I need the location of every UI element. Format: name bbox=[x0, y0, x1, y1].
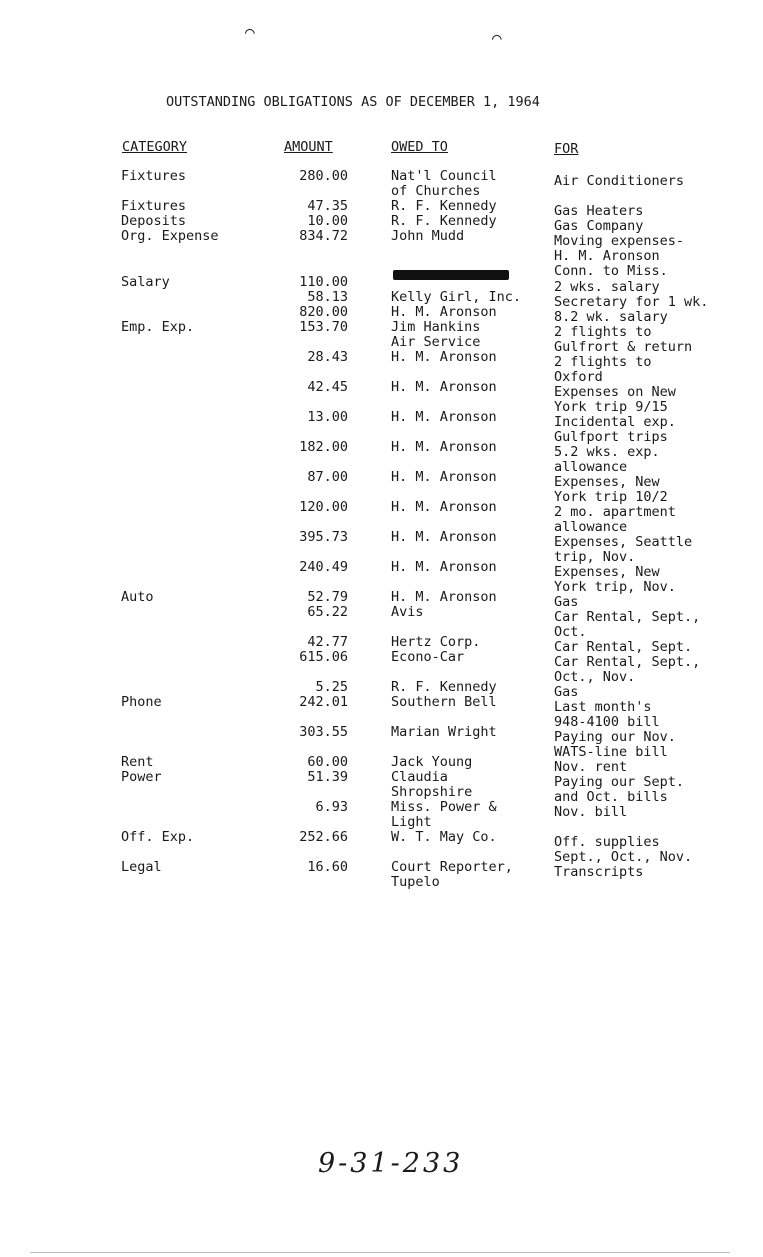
document-title: OUTSTANDING OBLIGATIONS AS OF DECEMBER 1, 1964 bbox=[166, 94, 540, 110]
for-cell: Oxford bbox=[554, 369, 603, 385]
for-cell: 2 wks. salary bbox=[554, 279, 660, 295]
category-cell: Legal bbox=[121, 859, 162, 875]
for-cell: 5.2 wks. exp. bbox=[554, 444, 660, 460]
for-cell: Nov. bill bbox=[554, 804, 628, 820]
owed-to-cell: Nat'l Council bbox=[391, 168, 497, 184]
for-cell: and Oct. bills bbox=[554, 789, 668, 805]
for-cell: Sept., Oct., Nov. bbox=[554, 849, 693, 865]
for-cell: Conn. to Miss. bbox=[554, 263, 668, 279]
for-cell: 8.2 wk. salary bbox=[554, 309, 668, 325]
for-cell: H. M. Aronson bbox=[554, 248, 660, 264]
amount-cell: 280.00 bbox=[299, 168, 348, 184]
for-cell: Off. supplies bbox=[554, 834, 660, 850]
owed-to-cell: H. M. Aronson bbox=[391, 349, 497, 365]
amount-cell: 52.79 bbox=[307, 589, 348, 605]
owed-to-cell: Jack Young bbox=[391, 754, 473, 770]
category-cell: Auto bbox=[121, 589, 154, 605]
for-cell: Car Rental, Sept., bbox=[554, 609, 701, 625]
for-cell: York trip 9/15 bbox=[554, 399, 668, 415]
for-cell: allowance bbox=[554, 459, 628, 475]
for-cell: Incidental exp. bbox=[554, 414, 676, 430]
owed-to-cell: Air Service bbox=[391, 334, 481, 350]
category-cell: Emp. Exp. bbox=[121, 319, 195, 335]
for-cell: Paying our Sept. bbox=[554, 774, 685, 790]
for-cell: Transcripts bbox=[554, 864, 644, 880]
header-owed-to: OWED TO bbox=[391, 139, 448, 155]
amount-cell: 10.00 bbox=[307, 213, 348, 229]
category-cell: Org. Expense bbox=[121, 228, 219, 244]
amount-cell: 120.00 bbox=[299, 499, 348, 515]
for-cell: Paying our Nov. bbox=[554, 729, 676, 745]
owed-to-cell: of Churches bbox=[391, 183, 481, 199]
owed-to-cell: Avis bbox=[391, 604, 424, 620]
bottom-rule bbox=[30, 1252, 730, 1253]
for-cell: Gas bbox=[554, 684, 579, 700]
category-cell: Salary bbox=[121, 274, 170, 290]
category-cell: Phone bbox=[121, 694, 162, 710]
owed-to-cell: W. T. May Co. bbox=[391, 829, 497, 845]
amount-cell: 16.60 bbox=[307, 859, 348, 875]
category-cell: Power bbox=[121, 769, 162, 785]
owed-to-cell: R. F. Kennedy bbox=[391, 198, 497, 214]
owed-to-cell: H. M. Aronson bbox=[391, 559, 497, 575]
for-cell: Expenses, New bbox=[554, 474, 660, 490]
owed-to-cell: Marian Wright bbox=[391, 724, 497, 740]
for-cell: Moving expenses- bbox=[554, 233, 685, 249]
category-cell: Fixtures bbox=[121, 198, 187, 214]
owed-to-cell: Kelly Girl, Inc. bbox=[391, 289, 522, 305]
amount-cell: 42.77 bbox=[307, 634, 348, 650]
amount-cell: 13.00 bbox=[307, 409, 348, 425]
for-cell: trip, Nov. bbox=[554, 549, 636, 565]
header-amount: AMOUNT bbox=[284, 139, 333, 155]
amount-cell: 615.06 bbox=[299, 649, 348, 665]
owed-to-cell: R. F. Kennedy bbox=[391, 213, 497, 229]
for-cell: Gas Heaters bbox=[554, 203, 644, 219]
owed-to-cell: R. F. Kennedy bbox=[391, 679, 497, 695]
for-cell: allowance bbox=[554, 519, 628, 535]
for-cell: Car Rental, Sept., bbox=[554, 654, 701, 670]
for-cell: Expenses, Seattle bbox=[554, 534, 693, 550]
redaction-bar bbox=[393, 270, 509, 280]
amount-cell: 5.25 bbox=[315, 679, 348, 695]
amount-cell: 47.35 bbox=[307, 198, 348, 214]
amount-cell: 153.70 bbox=[299, 319, 348, 335]
amount-cell: 87.00 bbox=[307, 469, 348, 485]
owed-to-cell: John Mudd bbox=[391, 228, 465, 244]
category-cell: Fixtures bbox=[121, 168, 187, 184]
amount-cell: 51.39 bbox=[307, 769, 348, 785]
for-cell: Car Rental, Sept. bbox=[554, 639, 693, 655]
amount-cell: 240.49 bbox=[299, 559, 348, 575]
for-cell: York trip 10/2 bbox=[554, 489, 668, 505]
top-mark-left: ⌒ bbox=[245, 22, 255, 41]
amount-cell: 252.66 bbox=[299, 829, 348, 845]
category-cell: Deposits bbox=[121, 213, 187, 229]
for-cell: Oct. bbox=[554, 624, 587, 640]
for-cell: Gulfport trips bbox=[554, 429, 668, 445]
for-cell: York trip, Nov. bbox=[554, 579, 676, 595]
owed-to-cell: H. M. Aronson bbox=[391, 529, 497, 545]
owed-to-cell: Light bbox=[391, 814, 432, 830]
for-cell: 2 mo. apartment bbox=[554, 504, 676, 520]
owed-to-cell: Southern Bell bbox=[391, 694, 497, 710]
top-mark-right: ⌒ bbox=[492, 28, 502, 47]
for-cell: Gulfrort & return bbox=[554, 339, 693, 355]
owed-to-cell: H. M. Aronson bbox=[391, 469, 497, 485]
owed-to-cell: Claudia bbox=[391, 769, 448, 785]
for-cell: Last month's bbox=[554, 699, 652, 715]
for-cell: 2 flights to bbox=[554, 354, 652, 370]
handwritten-file-number: 9-31-233 bbox=[318, 1148, 464, 1179]
for-cell: 2 flights to bbox=[554, 324, 652, 340]
category-cell: Rent bbox=[121, 754, 154, 770]
owed-to-cell: Court Reporter, bbox=[391, 859, 513, 875]
for-cell: Oct., Nov. bbox=[554, 669, 636, 685]
for-cell: Expenses, New bbox=[554, 564, 660, 580]
owed-to-cell: Miss. Power & bbox=[391, 799, 497, 815]
owed-to-cell: Jim Hankins bbox=[391, 319, 481, 335]
owed-to-cell: Shropshire bbox=[391, 784, 473, 800]
owed-to-cell: H. M. Aronson bbox=[391, 409, 497, 425]
owed-to-cell: H. M. Aronson bbox=[391, 304, 497, 320]
amount-cell: 6.93 bbox=[315, 799, 348, 815]
owed-to-cell: Tupelo bbox=[391, 874, 440, 890]
for-cell: 948-4100 bill bbox=[554, 714, 660, 730]
for-cell: Air Conditioners bbox=[554, 173, 685, 189]
for-cell: Nov. rent bbox=[554, 759, 628, 775]
amount-cell: 58.13 bbox=[307, 289, 348, 305]
owed-to-cell: H. M. Aronson bbox=[391, 499, 497, 515]
amount-cell: 395.73 bbox=[299, 529, 348, 545]
amount-cell: 182.00 bbox=[299, 439, 348, 455]
owed-to-cell: H. M. Aronson bbox=[391, 439, 497, 455]
amount-cell: 303.55 bbox=[299, 724, 348, 740]
amount-cell: 65.22 bbox=[307, 604, 348, 620]
amount-cell: 242.01 bbox=[299, 694, 348, 710]
owed-to-cell: Hertz Corp. bbox=[391, 634, 481, 650]
amount-cell: 60.00 bbox=[307, 754, 348, 770]
for-cell: WATS-line bill bbox=[554, 744, 668, 760]
owed-to-cell: H. M. Aronson bbox=[391, 589, 497, 605]
owed-to-cell: H. M. Aronson bbox=[391, 379, 497, 395]
amount-cell: 28.43 bbox=[307, 349, 348, 365]
category-cell: Off. Exp. bbox=[121, 829, 195, 845]
for-cell: Gas Company bbox=[554, 218, 644, 234]
owed-to-cell: Econo-Car bbox=[391, 649, 465, 665]
for-cell: Gas bbox=[554, 594, 579, 610]
for-cell: Expenses on New bbox=[554, 384, 676, 400]
amount-cell: 834.72 bbox=[299, 228, 348, 244]
amount-cell: 110.00 bbox=[299, 274, 348, 290]
header-for: FOR bbox=[554, 141, 579, 157]
amount-cell: 42.45 bbox=[307, 379, 348, 395]
header-category: CATEGORY bbox=[122, 139, 188, 155]
amount-cell: 820.00 bbox=[299, 304, 348, 320]
for-cell: Secretary for 1 wk. bbox=[554, 294, 709, 310]
